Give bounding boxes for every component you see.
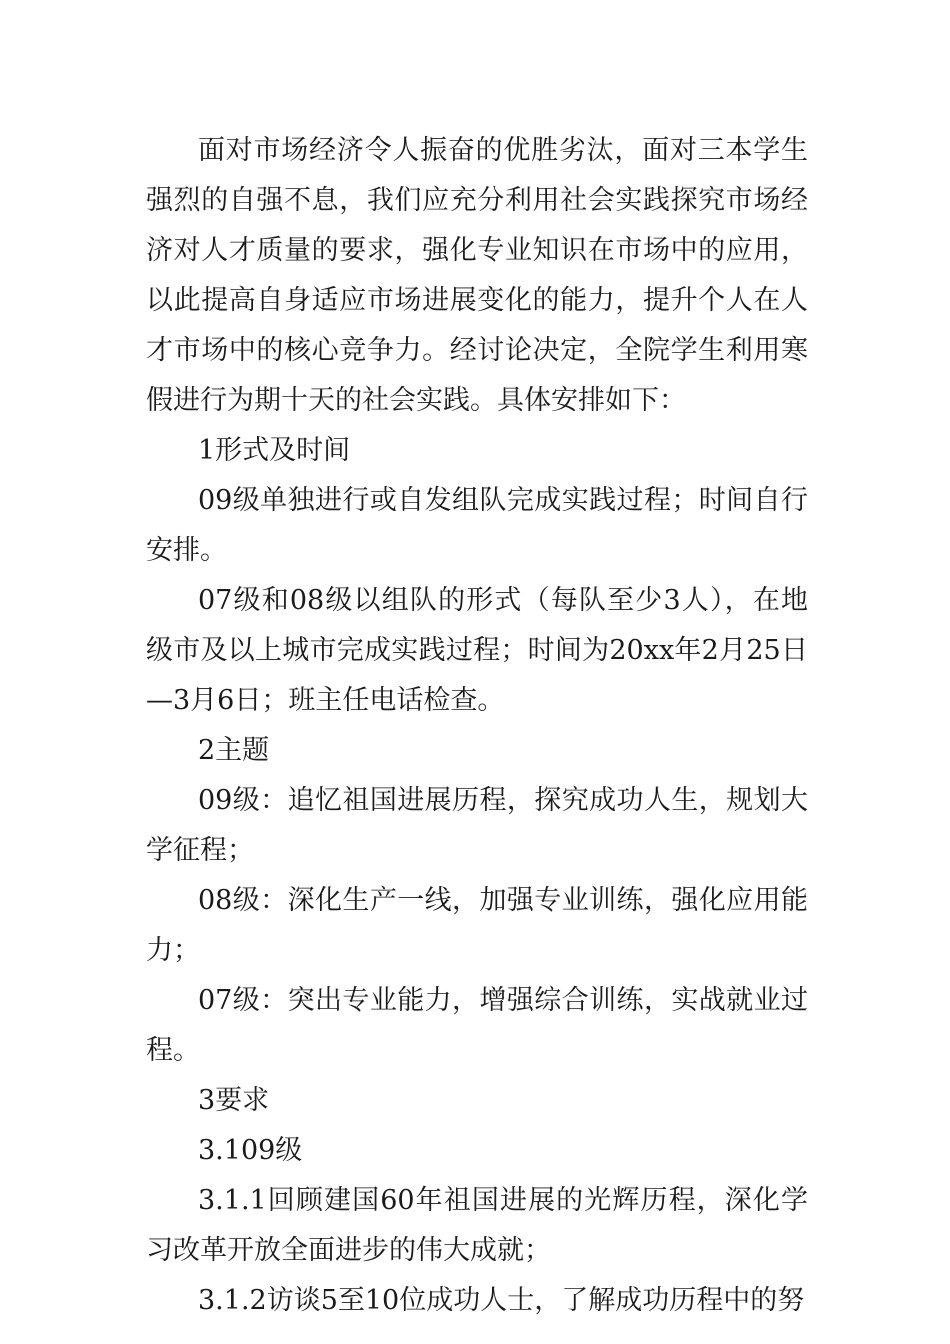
theme-grade-09: 09级：追忆祖国进展历程，探究成功人生，规划大学征程；: [146, 785, 808, 866]
intro-paragraph: 面对市场经济令人振奋的优胜劣汰，面对三本学生强烈的自强不息，我们应充分利用社会实践探究市场经济对人才质量的要求，强化专业知识在市场中的应用，以此提高自身适应市场进展变化的能力，提升个人在人才市场中的核心竞争力。经讨论决定，全院学生利用寒假进行为期十天的社会实践。具体安排如下：: [146, 135, 808, 416]
section-heading-requirements: 3要求: [198, 1085, 270, 1116]
paragraph-grade-09-arrangement: 09级单独进行或自发组队完成实践过程；时间自行安排。: [146, 485, 808, 566]
requirement-3-1-1: 3.1.1回顾建国60年祖国进展的光辉历程，深化学习改革开放全面进步的伟大成就；: [146, 1185, 808, 1266]
subsection-heading-grade-09: 3.109级: [198, 1135, 303, 1166]
paragraph-grade-07-08-arrangement: 07级和08级以组队的形式（每队至少3人），在地级市及以上城市完成实践过程；时间为20xx年2月25日—3月6日；班主任电话检查。: [146, 585, 808, 716]
theme-grade-07: 07级：突出专业能力，增强综合训练，实战就业过程。: [146, 985, 808, 1066]
section-heading-theme: 2主题: [198, 735, 270, 766]
document-body: [146, 126, 808, 1326]
theme-grade-08: 08级：深化生产一线，加强专业训练，强化应用能力；: [146, 885, 808, 966]
requirement-3-1-2: 3.1.2访谈5至10位成功人士，了解成功历程中的努: [198, 1285, 805, 1316]
section-heading-form-time: 1形式及时间: [198, 435, 351, 466]
